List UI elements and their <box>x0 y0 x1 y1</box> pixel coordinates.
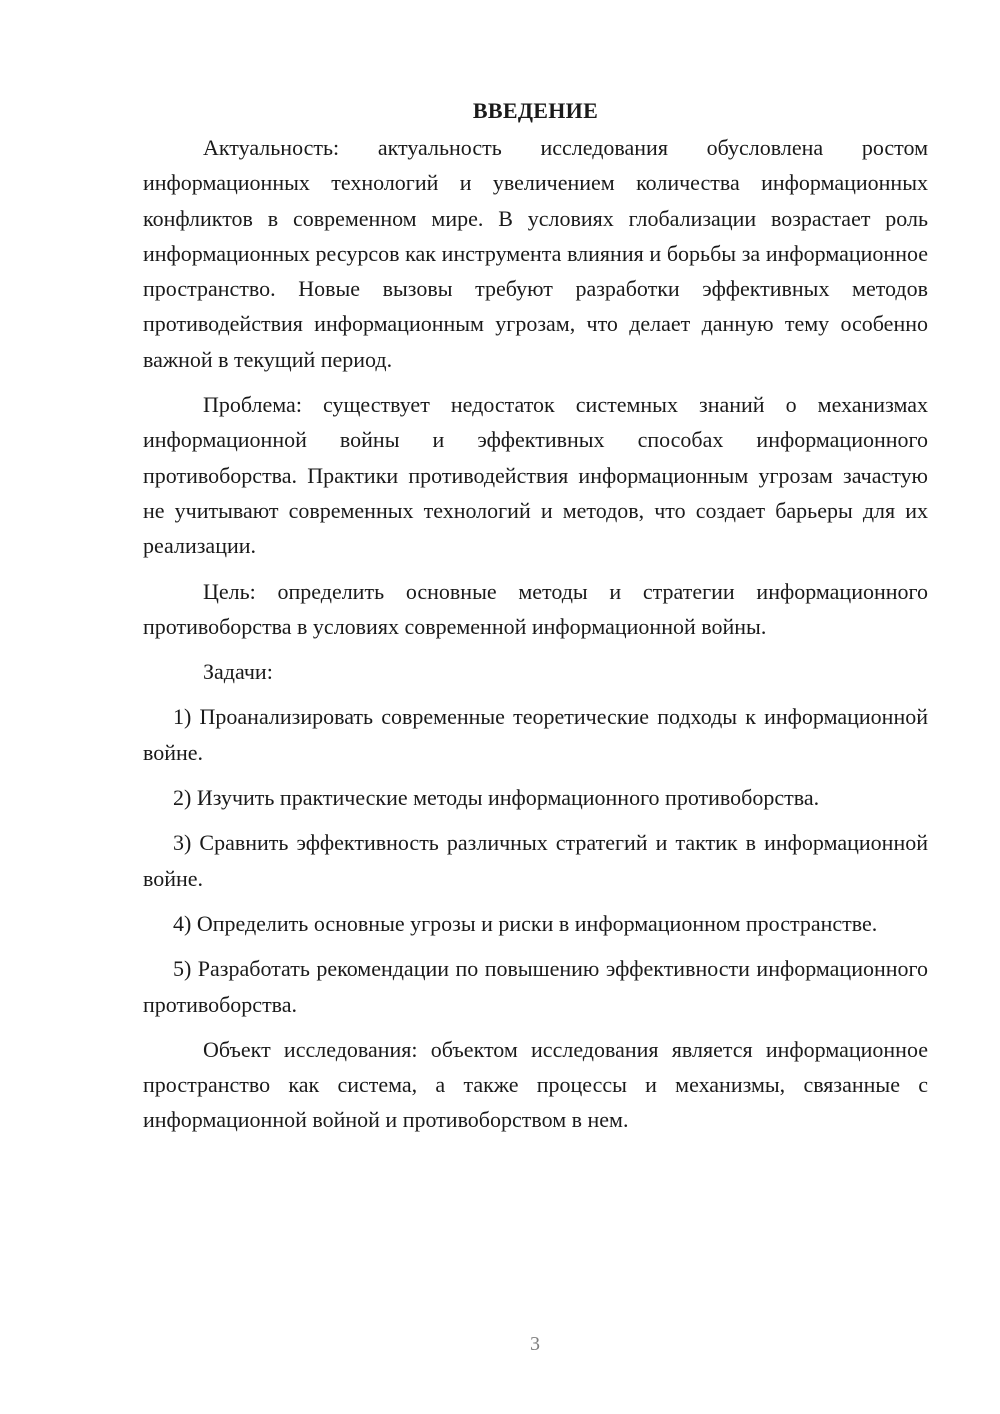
task-item: 1) Проанализировать современные теоретические подходы к информационной войне. <box>143 704 928 765</box>
document-page <box>143 96 928 1148</box>
goal-paragraph: Цель: определить основные методы и стратегии информационного противоборства в условиях современной информационной войны. <box>143 578 928 639</box>
task-item: 5) Разработать рекомендации по повышению эффективности информационного противоборства. <box>143 956 928 1017</box>
relevance-paragraph: Актуальность: актуальность исследования обусловлена ростом информационных технологий и увеличением количества информационных конфликтов в современном мире. В условиях глобализации возрастает роль информационных ресурсов как инструмента влияния и борьбы за информационное пространство. Новые вызовы требуют разработки эффективных методов противодействия информационным угрозам, что делает данную тему особенно важной в текущий период. <box>143 135 928 372</box>
tasks-label: Задачи: <box>203 659 273 685</box>
page-title: ВВЕДЕНИЕ <box>472 98 599 123</box>
task-item: 3) Сравнить эффективность различных стратегий и тактик в информационной войне. <box>143 830 928 891</box>
problem-paragraph: Проблема: существует недостаток системных знаний о механизмах информационной войны и эффективных способах информационного противоборства. Практики противодействия информационным угрозам зачастую не учитывают современных технологий и методов, что создает барьеры для их реализации. <box>143 392 928 559</box>
page-number: 3 <box>530 1333 540 1355</box>
object-paragraph: Объект исследования: объектом исследования является информационное пространство как система, а также процессы и механизмы, связанные с информационной войной и противоборством в нем. <box>143 1036 928 1133</box>
task-item: 4) Определить основные угрозы и риски в информационном пространстве. <box>173 910 878 936</box>
task-item: 2) Изучить практические методы информационного противоборства. <box>173 785 820 811</box>
